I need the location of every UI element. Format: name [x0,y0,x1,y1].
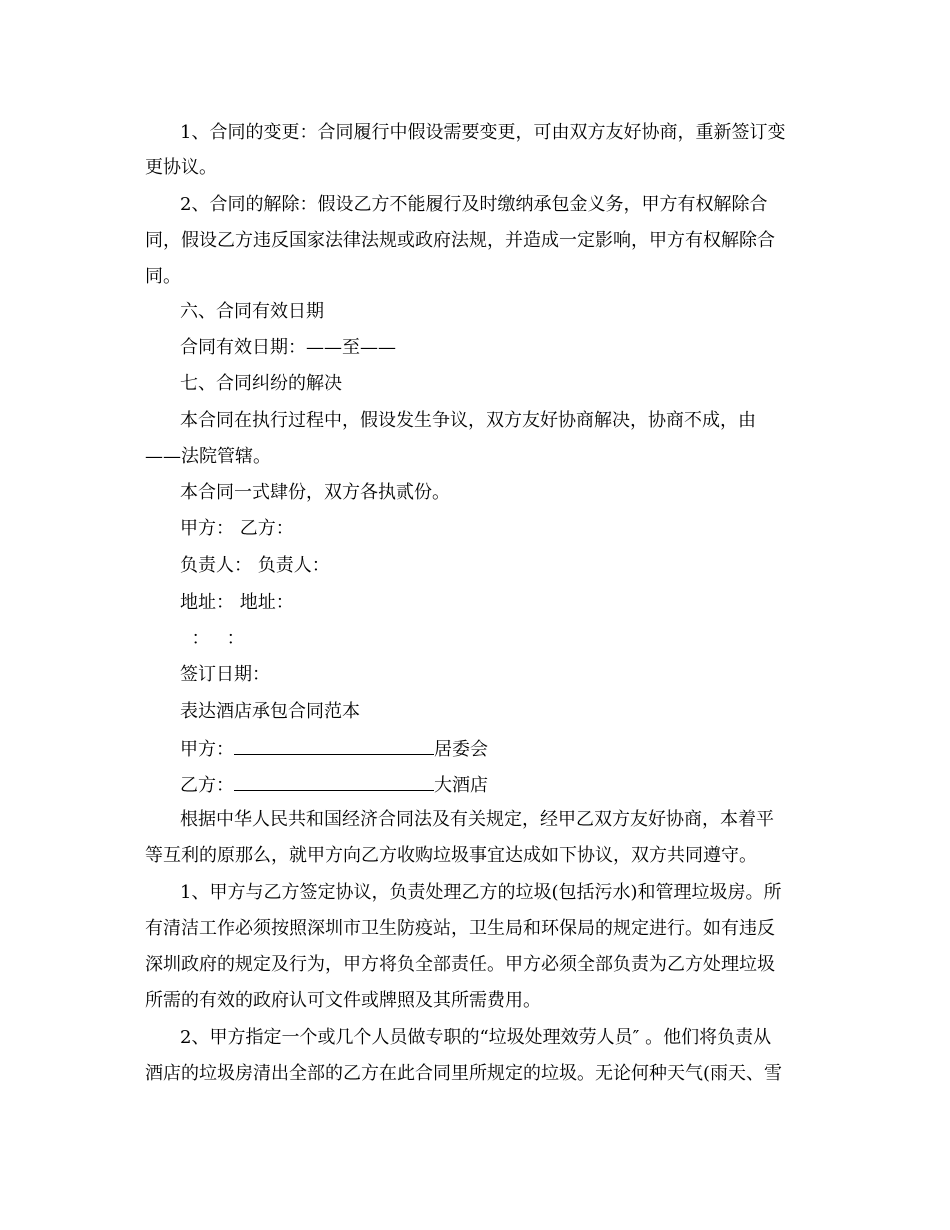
signing-date: 签订日期： [180,664,270,685]
paragraph-line: 深圳政府的规定及行为，甲方将负全部责任。甲方必须全部负责为乙方处理垃圾 [145,954,775,975]
party-b-suffix: 大酒店 [434,775,488,796]
paragraph-line: 更协议。 [145,157,217,178]
paragraph-line: ——法院管辖。 [145,446,271,467]
paragraph-line: 本合同在执行过程中，假设发生争议，双方友好协商解决，协商不成，由 [180,410,756,431]
party-a-blank [234,736,434,755]
party-a-line [145,736,850,762]
paragraph-line: 所需的有效的政府认可文件或牌照及其所需费用。 [145,990,541,1011]
party-a-label: 甲方： [180,739,234,760]
paragraph-line: 有清洁工作必须按照深圳市卫生防疫站，卫生局和环保局的规定进行。如有违反 [145,918,775,939]
section-heading: 七、合同纠纷的解决 [180,373,342,394]
party-a-suffix: 居委会 [434,739,488,760]
party-b-blank [234,772,434,791]
section-heading: 六、合同有效日期 [180,301,324,322]
party-b-label: 乙方： [180,775,234,796]
paragraph-line: 合同有效日期：——至—— [180,337,396,358]
document-title: 表达酒店承包合同范本 [180,701,360,722]
signature-parties: 甲方： 乙方： [180,518,294,539]
signature-address: 地址： 地址： [180,592,294,613]
party-b-line [145,772,850,798]
paragraph-line: 等互利的原那么，就甲方向乙方收购垃圾事宜达成如下协议，双方共同遵守。 [145,845,757,866]
paragraph-line: 2、甲方指定一个或几个人员做专职的“垃圾处理效劳人员″ 。他们将负责从 [180,1027,772,1048]
paragraph-line: 同，假设乙方违反国家法律法规或政府法规，并造成一定影响，甲方有权解除合 [145,230,775,251]
paragraph-line: 根据中华人民共和国经济合同法及有关规定，经甲乙双方友好协商，本着平 [180,809,774,830]
paragraph-line: 同。 [145,266,181,287]
paragraph-line: 本合同一式肆份，双方各执贰份。 [180,482,450,503]
paragraph-line: 1、合同的变更：合同履行中假设需要变更，可由双方友好协商，重新签订变 [180,122,786,143]
paragraph-line: 酒店的垃圾房清出全部的乙方在此合同里所规定的垃圾。无论何种天气(雨天、雪 [145,1063,783,1084]
signature-responsible: 负责人： 负责人： [180,555,330,576]
signature-blank: ： ： [180,628,245,649]
paragraph-line: 2、合同的解除：假设乙方不能履行及时缴纳承包金义务，甲方有权解除合 [180,194,768,215]
paragraph-line: 1、甲方与乙方签定协议，负责处理乙方的垃圾(包括污水)和管理垃圾房。所 [180,882,782,903]
